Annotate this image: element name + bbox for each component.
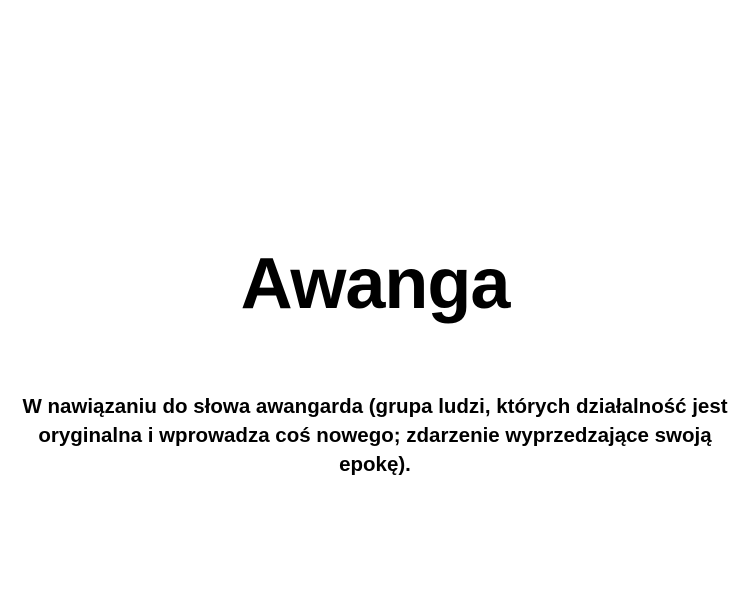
definition-text: W nawiązaniu do słowa awangarda (grupa ludzi, których działalność jest oryginalna i wprowadza coś nowego; zdarzenie wyprzedzające swoją epokę). bbox=[22, 395, 728, 477]
page-title: Awanga bbox=[240, 244, 510, 324]
